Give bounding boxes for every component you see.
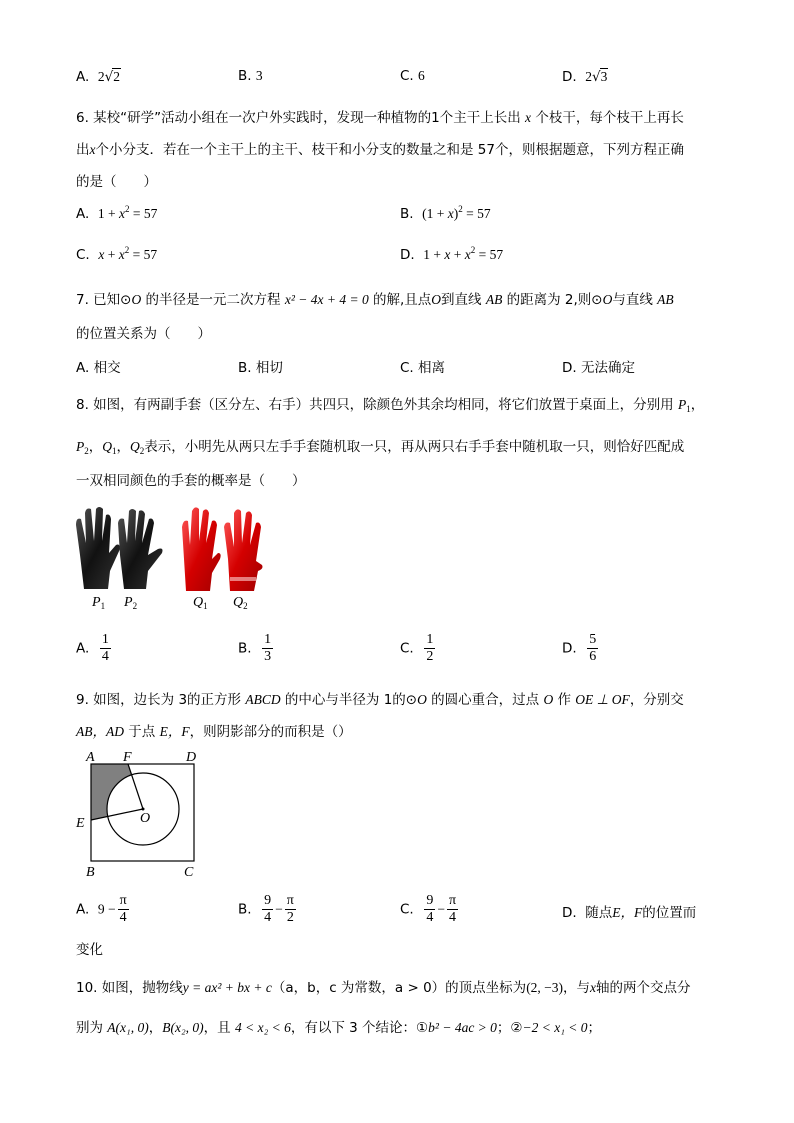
q7-option-d: D. 无法确定 xyxy=(562,360,635,376)
q9-option-d-wrap: 变化 xyxy=(76,942,103,958)
caption-p1: $P_1$ xyxy=(92,595,106,611)
label-c: C xyxy=(184,865,194,880)
q8-option-b: B. $\frac{1}{3}$ xyxy=(238,632,272,664)
glove-q2 xyxy=(224,509,263,591)
caption-p2: $P_2$ xyxy=(124,595,138,611)
q7-option-b: B. 相切 xyxy=(238,360,283,376)
label-f: F xyxy=(123,750,132,765)
q8-option-a: A. $\frac{1}{4}$ xyxy=(76,632,109,664)
q8-option-d: D. $\frac{5}{6}$ xyxy=(562,632,597,664)
q8-option-c: C. $\frac{1}{2}$ xyxy=(400,632,434,664)
q6-line-2: 出x个小分支．若在一个主干上的主干、枝干和小分支的数量之和是 57个，则根据题意，下列方程正确 xyxy=(76,142,684,158)
glove-p2 xyxy=(118,509,163,589)
label-e: E xyxy=(76,816,85,831)
q6-option-b: B. $(1 + x)^2 = 57$ xyxy=(400,204,491,222)
q7-line-1: 7. 已知⊙O 的半径是一元二次方程 x² − 4x + 4 = 0 的解,且点O到直线 AB 的距离为 2,则⊙O与直线 AB xyxy=(76,292,674,308)
q9-option-b: B. $\frac{9}{4}$ − $\frac{\pi}{2}$ xyxy=(238,893,294,925)
q9-option-d: D. 随点E，F的位置而 xyxy=(562,905,697,921)
q10-line-1: 10. 如图，抛物线y = ax² + bx + c（a，b，c 为常数，a > 0）的顶点坐标为(2, −3)，与x轴的两个交点分 xyxy=(76,980,691,996)
label-a: A xyxy=(86,750,95,765)
caption-q2: $Q_2$ xyxy=(233,595,248,611)
q9-option-c: C. $\frac{9}{4}$ − $\frac{\pi}{4}$ xyxy=(400,893,457,925)
q5-option-c: C. 6 xyxy=(400,68,425,84)
glove-p1 xyxy=(76,507,120,589)
glove-q1 xyxy=(182,507,221,591)
q6-option-d: D. $1 + x + x^2 = 57$ xyxy=(400,245,504,263)
q6-option-a: A. $1 + x^2 = 57$ xyxy=(76,204,158,222)
q5-option-d: D. 2√3 xyxy=(562,69,608,85)
label-b: B xyxy=(86,865,95,880)
q5-option-b: B. 3 xyxy=(238,68,263,84)
q9-option-a: A. 9 − $\frac{\pi}{4}$ xyxy=(76,893,127,925)
q5-option-a: A. 2√2 xyxy=(76,69,120,85)
q7-option-c: C. 相离 xyxy=(400,360,446,376)
q9-line-2: AB，AD 于点 E，F，则阴影部分的而积是（） xyxy=(76,724,352,740)
label-d: D xyxy=(186,750,197,765)
gloves-illustration xyxy=(72,505,267,595)
q6-option-c: C. $x + x^2 = 57$ xyxy=(76,245,158,263)
q7-line-2: 的位置关系为（ ） xyxy=(76,326,211,342)
q8-line-1: 8. 如图，有两副手套（区分左、右手）共四只，除颜色外其余均相同，将它们放置于桌面上，分别用 $P_1$， xyxy=(76,397,705,414)
q9-line-1: 9. 如图，边长为 3的正方形 ABCD 的中心与半径为 1的⊙O 的圆心重合，过点 O 作 OE ⊥ OF，分别交 xyxy=(76,692,684,708)
square-circle-figure xyxy=(72,745,212,880)
label-o: O xyxy=(140,811,151,826)
q6-line-3: 的是（ ） xyxy=(76,174,157,190)
q6-line-1: 6. 某校“研学”活动小组在一次户外实践时，发现一种植物的1个主干上长出 x 个枝干，每个枝干上再长 xyxy=(76,110,684,126)
q8-line-3: 一双相同颜色的手套的概率是（ ） xyxy=(76,473,306,489)
q7-option-a: A. 相交 xyxy=(76,360,121,376)
q10-line-2: 别为 A(x₁, 0)，B(x₂, 0)，且 4 < x₂ < 6，有以下 3 个结论：①b² − 4ac > 0；②−2 < x₁ < 0； xyxy=(76,1020,602,1036)
caption-q1: $Q_1$ xyxy=(193,595,208,611)
q8-line-2: $P_2$，$Q_1$，$Q_2$表示，小明先从两只左手手套随机取一只，再从两只右手手套中随机取一只，则恰好匹配成 xyxy=(76,439,685,456)
